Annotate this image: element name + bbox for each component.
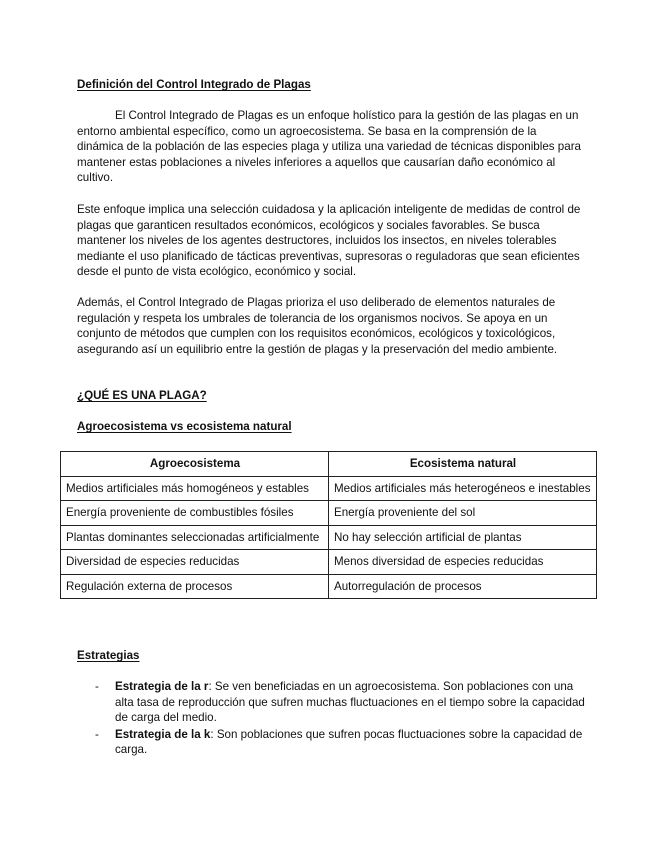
table-cell: Energía proveniente de combustibles fósiles <box>61 501 329 526</box>
table-cell: Medios artificiales más heterogéneos e inestables <box>329 476 597 501</box>
bullet-dash: - <box>95 727 99 741</box>
table-header-ecosistema-natural: Ecosistema natural <box>329 452 597 477</box>
list-item <box>95 727 585 758</box>
table-row <box>61 574 597 599</box>
paragraph-3: Además, el Control Integrado de Plagas prioriza el uso deliberado de elementos naturales de regulación y respeta los umbrales de tolerancia de los organismos nocivos. Se apoya en un conjunto de métodos que cumplen con los requisitos económicos, ecológicos y toxicológicos, asegurando así un equilibrio entre la gestión de plagas y la preservación del medio ambiente. <box>77 296 558 356</box>
table-cell: Plantas dominantes seleccionadas artificialmente <box>61 525 329 550</box>
strategy-label: Estrategia de la r <box>115 680 209 693</box>
bullet-dash: - <box>95 680 99 693</box>
strategy-text: : Son poblaciones que sufren pocas fluctuaciones sobre la capacidad de carga. <box>115 727 583 756</box>
paragraph-1 <box>77 108 582 186</box>
paragraph-2: Este enfoque implica una selección cuidadosa y la aplicación inteligente de medidas de control de plagas que garanticen resultados económicos, ecológicos y sociales favorables. Se busca mantener los niveles de los agentes destructores, incluidos los insectos, en niveles tolerables mediante el uso planificado de tácticas preventivas, supresoras o reguladoras que sean eficientes desde el punto de vista ecológico, económico y social. <box>77 203 581 278</box>
table-header-agroecosistema: Agroecosistema <box>61 452 329 477</box>
table-cell: Medios artificiales más homogéneos y estables <box>61 476 329 501</box>
section-title-estrategias: Estrategias <box>77 649 140 662</box>
table-cell: Menos diversidad de especies reducidas <box>329 550 597 575</box>
table-row <box>61 501 597 526</box>
table-row <box>61 525 597 550</box>
table-caption: Agroecosistema vs ecosistema natural <box>77 420 292 433</box>
table-cell: Regulación externa de procesos <box>61 574 329 599</box>
paragraph-1-text: El Control Integrado de Plagas es un enfoque holístico para la gestión de las plagas en un entorno ambiental específico, como un agroecosistema. Se basa en la comprensión de la dinámica de la población de las especies plaga y utiliza una variedad de técnicas disponibles para mantener estas poblaciones a niveles inferiores a aquellos que causarían daño económico al cultivo. <box>77 109 582 184</box>
table-row <box>61 476 597 501</box>
section-title-plaga: ¿QUÉ ES UNA PLAGA? <box>77 389 207 402</box>
table-cell: Diversidad de especies reducidas <box>61 550 329 575</box>
table-cell: Energía proveniente del sol <box>329 501 597 526</box>
table-cell: No hay selección artificial de plantas <box>329 525 597 550</box>
list-item <box>95 679 585 726</box>
section-title-definition: Definición del Control Integrado de Plagas <box>77 78 311 91</box>
table-header-row <box>61 452 597 477</box>
strategy-list <box>95 679 585 759</box>
strategy-text: : Se ven beneficiadas en un agroecosistema. Son poblaciones con una alta tasa de reproducción que sufren muchas fluctuaciones en el tiempo sobre la capacidad de carga del medio. <box>115 680 585 724</box>
comparison-table <box>60 451 597 599</box>
table-row <box>61 550 597 575</box>
strategy-label: Estrategia de la k <box>115 727 211 741</box>
table-cell: Autorregulación de procesos <box>329 574 597 599</box>
